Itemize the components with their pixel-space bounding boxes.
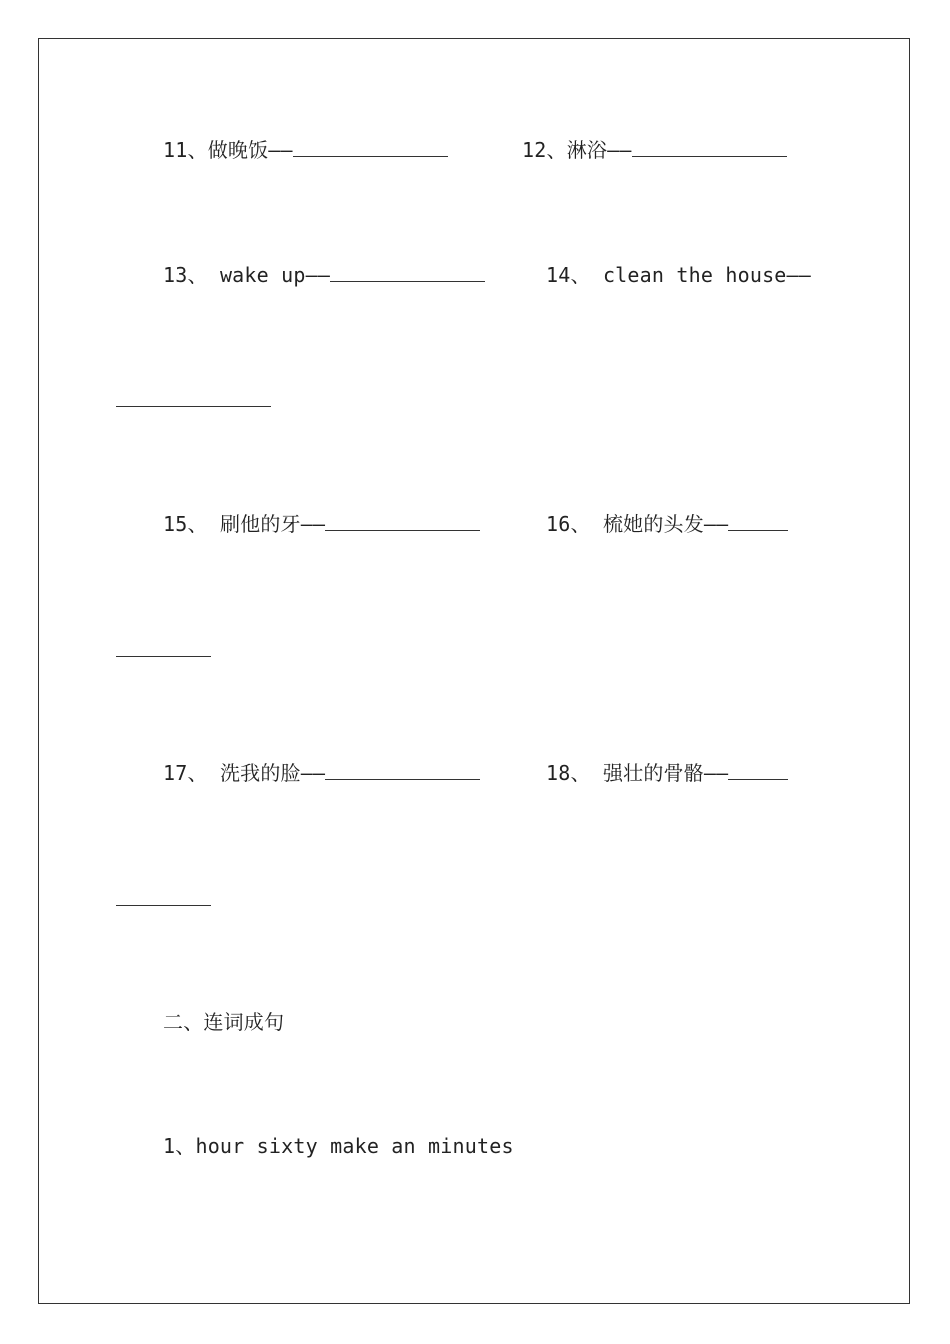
answer-blank[interactable] [116, 887, 211, 906]
exercise-item-11 [163, 138, 448, 162]
answer-blank[interactable] [728, 761, 788, 780]
item-number: 12、 [522, 138, 567, 162]
exercise-item-15 [163, 512, 480, 536]
item-number: 18、 [546, 761, 591, 785]
answer-blank[interactable] [632, 138, 787, 157]
exercise-item-16-blank-line [116, 638, 211, 662]
answer-blank[interactable] [293, 138, 448, 157]
answer-blank[interactable] [330, 263, 485, 282]
answer-blank[interactable] [325, 512, 480, 531]
item-prompt: clean the house—— [602, 263, 812, 287]
item-number: 13、 [163, 263, 208, 287]
exercise-item-18 [546, 761, 788, 785]
answer-blank[interactable] [728, 512, 788, 531]
item-number: 17、 [163, 761, 208, 785]
item-prompt: 洗我的脸—— [219, 761, 326, 785]
item-number: 15、 [163, 512, 208, 536]
item-prompt: 刷他的牙—— [219, 512, 326, 536]
item-prompt: 做晚饭—— [207, 138, 293, 162]
question-words: hour sixty make an minutes [195, 1134, 514, 1158]
exercise-item-14-blank-line [116, 388, 271, 412]
item-number: 11、 [163, 138, 208, 162]
page-border [38, 38, 910, 1304]
sentence-question-1 [163, 1134, 514, 1158]
exercise-item-16 [546, 512, 788, 536]
exercise-item-17 [163, 761, 480, 785]
item-prompt: 强壮的骨骼—— [602, 761, 729, 785]
item-number: 16、 [546, 512, 591, 536]
section-heading: 二、连词成句 [163, 1010, 285, 1034]
exercise-item-14 [546, 263, 811, 287]
item-prompt: 淋浴—— [566, 138, 632, 162]
question-number: 1、 [163, 1134, 196, 1158]
answer-blank[interactable] [116, 388, 271, 407]
item-prompt: wake up—— [219, 263, 331, 287]
exercise-item-18-blank-line [116, 887, 211, 911]
answer-blank[interactable] [116, 638, 211, 657]
exercise-item-12 [522, 138, 787, 162]
item-prompt: 梳她的头发—— [602, 512, 729, 536]
exercise-item-13 [163, 263, 485, 287]
item-number: 14、 [546, 263, 591, 287]
answer-blank[interactable] [325, 761, 480, 780]
